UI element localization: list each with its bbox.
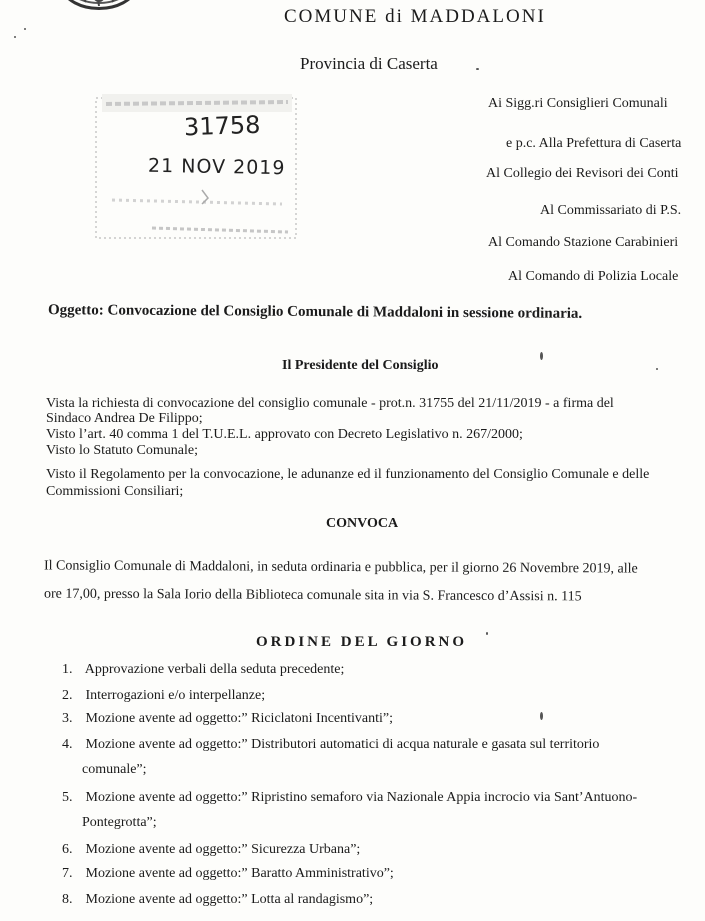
agenda-item-number: 5. [62, 790, 73, 805]
agenda-item-text: Mozione avente ad oggetto:” Distributori automatici di acqua naturale e gasata sul territorio [85, 737, 600, 752]
agenda-item-text: Mozione avente ad oggetto:” Baratto Amministrativo”; [85, 866, 394, 881]
recipient-line: Al Comando Stazione Carabinieri [488, 235, 679, 250]
agenda-item-text: Interrogazioni e/o interpellanze; [85, 688, 266, 703]
agenda-item-continuation: comunale”; [82, 762, 147, 777]
agenda-item-number: 4. [62, 737, 73, 752]
agenda-item [62, 892, 373, 908]
recipient-line: e p.c. Alla Prefettura di Caserta [506, 136, 682, 151]
convocation-line: ore 17,00, presso la Sala Iorio della Biblioteca comunale sita in via S. Francesco d’Assisi n. 115 [43, 586, 582, 605]
recipient-line: Al Commissariato di P.S. [540, 203, 682, 218]
scan-speck [486, 632, 488, 635]
municipal-crest-icon [56, 0, 142, 18]
convocation-line: Il Consiglio Comunale di Maddaloni, in seduta ordinaria e pubblica, per il giorno 26 Novembre 2019, alle [43, 558, 638, 577]
premise-line: Commissioni Consiliari; [46, 484, 184, 499]
agenda-item-number: 6. [62, 842, 73, 857]
scan-speck [540, 352, 543, 360]
agenda-item-text: Approvazione verbali della seduta precedente; [84, 662, 345, 677]
agenda-item [62, 842, 360, 858]
agenda-item [62, 662, 344, 678]
agenda-item-number: 3. [62, 711, 73, 726]
protocol-date: 21 NOV 2019 [147, 154, 286, 180]
protocol-stamp [92, 92, 304, 244]
agenda-item-number: 2. [62, 688, 73, 703]
province-subtitle: Provincia di Caserta [300, 54, 438, 73]
agenda-item-number: 7. [62, 866, 73, 881]
president-heading: Il Presidente del Consiglio [282, 358, 439, 373]
agenda-item [62, 688, 265, 704]
agenda-item-number: 1. [62, 662, 73, 677]
agenda-item-text: Mozione avente ad oggetto:” Ripristino semaforo via Nazionale Appia incrocio via Sant’Antuono- [85, 790, 638, 805]
premise-line: Visto il Regolamento per la convocazione, le adunanze ed il funzionamento del Consiglio Comunale e delle [46, 467, 650, 482]
convoca-heading: CONVOCA [326, 516, 399, 531]
premise-line: Sindaco Andrea De Filippo; [46, 411, 203, 426]
subject-line: Oggetto: Convocazione del Consiglio Comunale di Maddaloni in sessione ordinaria. [47, 302, 583, 322]
scan-speck [14, 36, 16, 38]
premise-line: Vista la richiesta di convocazione del consiglio comunale - prot.n. 31755 del 21/11/2019 - a firma del [46, 396, 614, 411]
scan-speck [24, 28, 26, 30]
agenda-item-continuation: Pontegrotta”; [82, 815, 157, 830]
agenda-item-text: Mozione avente ad oggetto:” Sicurezza Urbana”; [85, 842, 361, 857]
agenda-item [62, 711, 393, 727]
scan-speck [540, 712, 543, 720]
protocol-number: 31758 [183, 110, 261, 142]
premise-line: Visto l’art. 40 comma 1 del T.U.E.L. approvato con Decreto Legislativo n. 267/2000; [46, 427, 523, 442]
municipality-title: COMUNE di MADDALONI [284, 6, 546, 27]
agenda-item [62, 737, 599, 753]
recipient-line: Ai Sigg.ri Consiglieri Comunali [488, 96, 668, 111]
agenda-item-number: 8. [62, 892, 73, 907]
agenda-item [62, 866, 394, 882]
agenda-item-text: Mozione avente ad oggetto:” Lotta al randagismo”; [85, 892, 374, 907]
recipient-line: Al Collegio dei Revisori dei Conti [486, 166, 679, 181]
agenda-heading: ORDINE DEL GIORNO [256, 634, 468, 650]
premise-line: Visto lo Statuto Comunale; [46, 443, 198, 458]
scan-speck [476, 68, 479, 70]
agenda-item-text: Mozione avente ad oggetto:” Riciclatoni Incentivanti”; [85, 711, 394, 726]
scan-speck [656, 368, 658, 370]
recipient-line: Al Comando di Polizia Locale [508, 269, 679, 284]
agenda-item [62, 790, 637, 806]
